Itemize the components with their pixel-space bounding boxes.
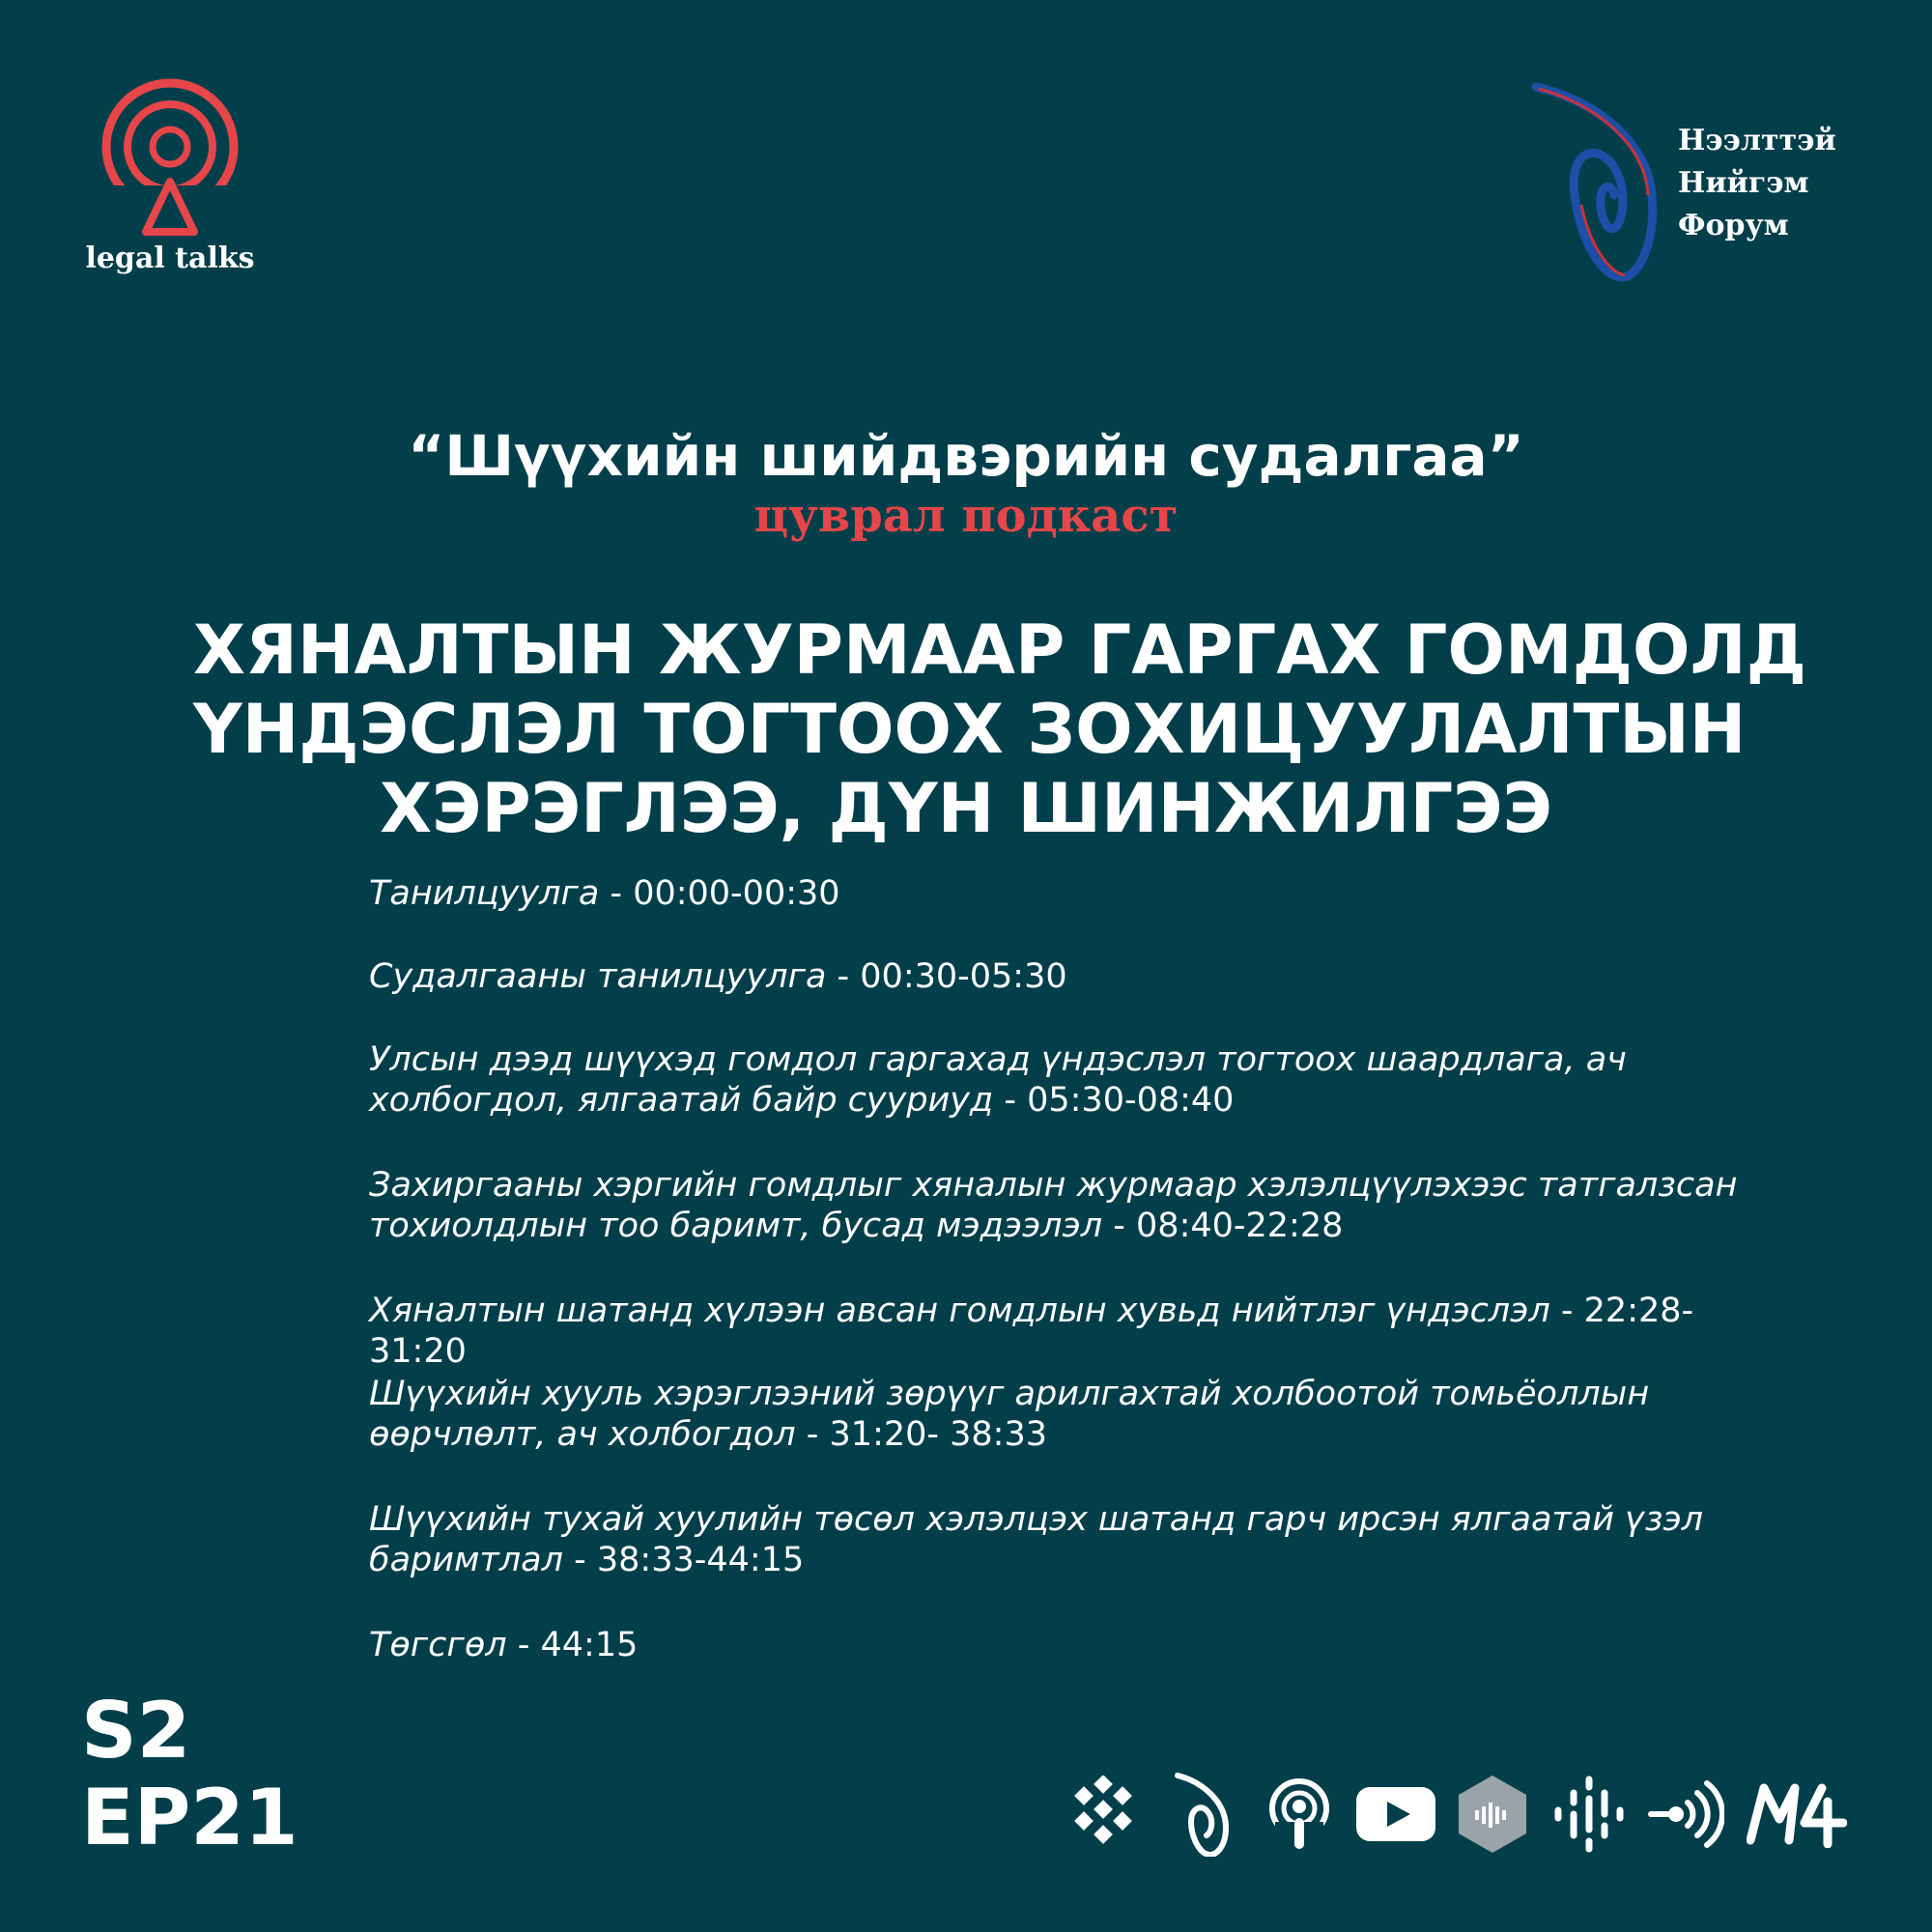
youtube-icon[interactable]: [1348, 1766, 1444, 1862]
chapter-title: Захиргааны хэргийн гомдлыг хяналын журмаар хэлэлцүүлэхээс татгалзсан тохиолдлын тоо баримт, бусад мэдээлэл: [369, 1166, 1738, 1245]
chapter-item: [369, 873, 1741, 914]
chapter-timestamp: 44:15: [540, 1626, 639, 1664]
chapter-timestamp: 31:20- 38:33: [829, 1415, 1048, 1454]
chapter-title: Танилцуулга: [369, 874, 600, 913]
chapter-title: Төгсгөл: [369, 1626, 507, 1664]
chapter-item: [369, 1039, 1741, 1121]
series-title: “Шүүхийн шийдвэрийн судалгаа”: [408, 423, 1524, 489]
chapter-separator: -: [506, 1626, 541, 1664]
chapter-item: [369, 956, 1741, 997]
m4-icon[interactable]: [1744, 1766, 1850, 1862]
chapter-timestamp: 22:28-31:20: [369, 1292, 1694, 1371]
chapter-separator: -: [993, 1081, 1028, 1120]
chapter-item: [369, 1374, 1741, 1455]
legal-talks-podcast-icon: [93, 77, 247, 242]
chapter-timestamp: 38:33-44:15: [596, 1541, 805, 1579]
chapter-title: Судалгааны танилцуулга: [369, 957, 827, 996]
audio-link-icon[interactable]: [1647, 1766, 1724, 1862]
chapter-separator: -: [1102, 1207, 1137, 1245]
chapter-item: [369, 1291, 1741, 1372]
episode-title-line-2: ҮНДЭСЛЭЛ ТОГТООХ ЗОХИЦУУЛАЛТЫН: [193, 690, 1747, 769]
chapter-title: Улсын дээд шүүхэд гомдол гаргахад үндэслэл тогтоох шаардлага, ач холбогдол, ялгаатай байр сууриуд: [369, 1040, 1627, 1120]
podcast-icon[interactable]: [1261, 1766, 1338, 1862]
nnf-spiral-icon[interactable]: [1164, 1766, 1241, 1862]
chapter-title: Шүүхийн хууль хэрэглээний зөрүүг арилгахтай холбоотой томьёоллын өөрчлөлт, ач холбогдол: [369, 1375, 1650, 1454]
episode-title-line-3: ХЭРЭГЛЭЭ, ДҮН ШИНЖИЛГЭЭ: [380, 769, 1552, 848]
chapter-item: [369, 1625, 1741, 1665]
chapter-timestamp: 00:30-05:30: [860, 957, 1067, 996]
legal-talks-logo: [83, 77, 257, 280]
logo-line-1: Нээлттэй: [1678, 124, 1836, 157]
chapter-separator: -: [599, 874, 634, 913]
open-society-forum-wordmark: [1678, 120, 1836, 247]
chapter-item: [369, 1499, 1741, 1580]
chapter-separator: -: [826, 957, 861, 996]
chapter-separator: -: [562, 1541, 597, 1579]
open-society-forum-logo: [1531, 79, 1860, 292]
chapter-timestamp: 08:40-22:28: [1136, 1207, 1344, 1245]
episode-label: EP21: [81, 1773, 298, 1862]
chapter-timestamp: 05:30-08:40: [1027, 1081, 1235, 1120]
chapter-separator: -: [1549, 1292, 1584, 1330]
episode-title-line-1: ХЯНАЛТЫН ЖУРМААР ГАРГАХ ГОМДОЛД: [193, 611, 1806, 690]
chapter-title: Хяналтын шатанд хүлээн авсан гомдлын хувьд нийтлэг үндэслэл: [369, 1292, 1550, 1330]
series-subtitle: цуврал подкаст: [753, 489, 1179, 543]
deezer-like-icon[interactable]: [1067, 1766, 1145, 1862]
logo-line-3: Форум: [1678, 209, 1789, 242]
chapter-timestamp: 00:00-00:30: [633, 874, 840, 913]
spiral-logo-icon: [1531, 79, 1676, 282]
chapter-item: [369, 1165, 1741, 1246]
legal-talks-wordmark: legal talks: [85, 242, 255, 275]
castbox-icon[interactable]: [1454, 1766, 1531, 1862]
platform-icons: [1067, 1766, 1850, 1862]
chapter-title: Шүүхийн тухай хуулийн төсөл хэлэлцэх шатанд гарч ирсэн ялгаатай үзэл баримтлал: [369, 1500, 1704, 1579]
season-label: S2: [81, 1686, 191, 1776]
google-podcasts-icon[interactable]: [1550, 1766, 1628, 1862]
episode-title: [193, 611, 1806, 848]
chapter-separator: -: [795, 1415, 830, 1454]
logo-line-2: Нийгэм: [1678, 166, 1809, 200]
